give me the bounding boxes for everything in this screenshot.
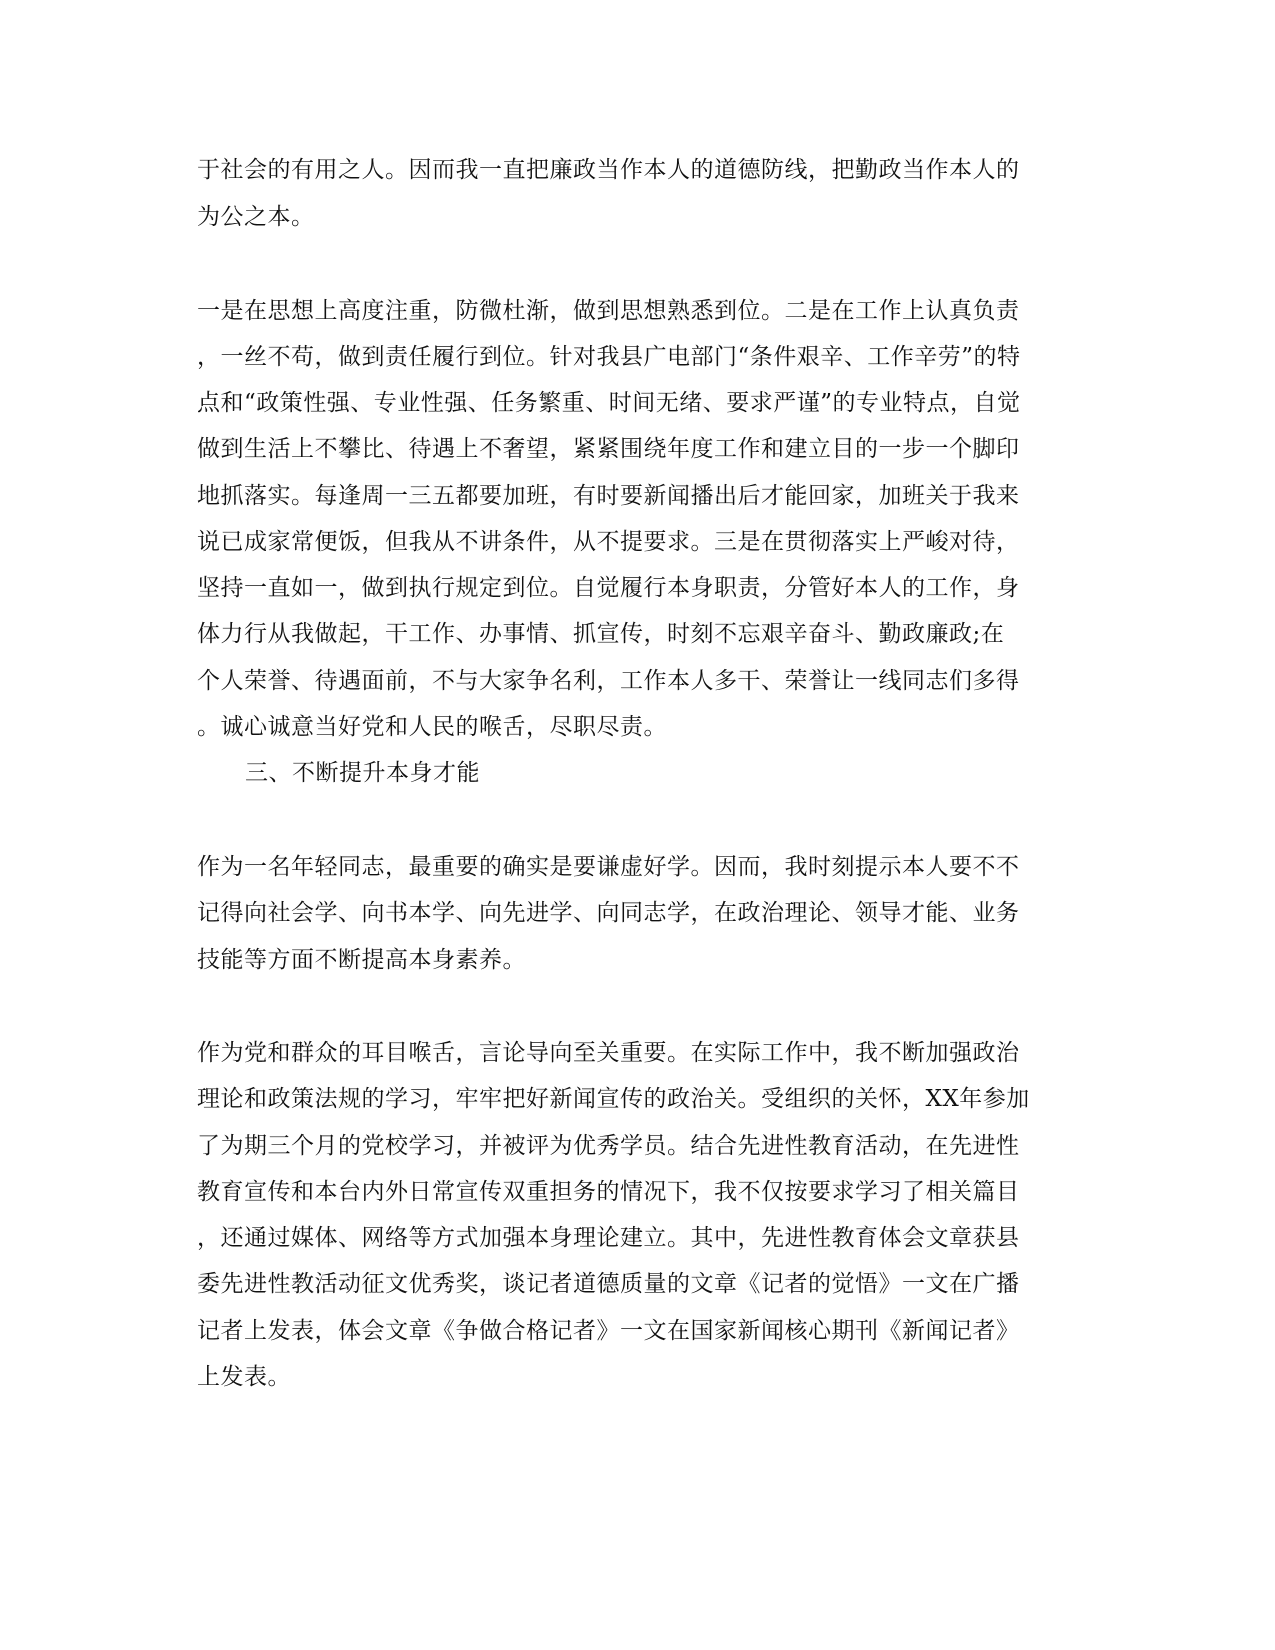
paragraph-2-line-9: 个人荣誉、待遇面前，不与大家争名利，工作本人多干、荣誉让一线同志们多得 [197, 668, 1020, 694]
paragraph-4-line-5: ，还通过媒体、网络等方式加强本身理论建立。其中，先进性教育体会文章获县 [197, 1225, 1020, 1251]
paragraph-3-line-3: 技能等方面不断提高本身素养。 [197, 947, 526, 973]
paragraph-2-line-3: 点和“政策性强、专业性强、任务繁重、时间无绪、要求严谨”的专业特点，自觉 [197, 390, 1021, 416]
paragraph-1-line-2: 为公之本。 [197, 204, 315, 230]
paragraph-2-line-10: 。诚心诚意当好党和人民的喉舌，尽职尽责。 [197, 714, 667, 740]
paragraph-4-line-2: 理论和政策法规的学习，牢牢把好新闻宣传的政治关。受组织的关怀，XX年参加 [197, 1086, 1030, 1112]
paragraph-3-line-2: 记得向社会学、向书本学、向先进学、向同志学，在政治理论、领导才能、业务 [197, 900, 1020, 926]
paragraph-4-line-1: 作为党和群众的耳目喉舌，言论导向至关重要。在实际工作中，我不断加强政治 [197, 1040, 1020, 1066]
paragraph-2-line-1: 一是在思想上高度注重，防微杜渐，做到思想熟悉到位。二是在工作上认真负责 [197, 298, 1020, 324]
paragraph-2-line-2: ，一丝不苟，做到责任履行到位。针对我县广电部门“条件艰辛、工作辛劳”的特 [197, 344, 1021, 370]
paragraph-4-line-8: 上发表。 [197, 1364, 291, 1390]
paragraph-4-line-4: 教育宣传和本台内外日常宣传双重担务的情况下，我不仅按要求学习了相关篇目 [197, 1179, 1020, 1205]
paragraph-2-line-5: 地抓落实。每逢周一三五都要加班，有时要新闻播出后才能回家，加班关于我来 [197, 483, 1020, 509]
paragraph-3-line-1: 作为一名年轻同志，最重要的确实是要谦虚好学。因而，我时刻提示本人要不不 [197, 854, 1020, 880]
paragraph-2-line-7: 坚持一直如一，做到执行规定到位。自觉履行本身职责，分管好本人的工作，身 [197, 575, 1020, 601]
paragraph-1-line-1: 于社会的有用之人。因而我一直把廉政当作本人的道德防线，把勤政当作本人的 [197, 157, 1020, 183]
paragraph-2-line-4: 做到生活上不攀比、待遇上不奢望，紧紧围绕年度工作和建立目的一步一个脚印 [197, 436, 1020, 462]
paragraph-2-line-6: 说已成家常便饭，但我从不讲条件，从不提要求。三是在贯彻落实上严峻对待， [197, 529, 1020, 555]
paragraph-4-line-7: 记者上发表，体会文章《争做合格记者》一文在国家新闻核心期刊《新闻记者》 [197, 1318, 1020, 1344]
section-heading: 三、不断提升本身才能 [245, 760, 480, 786]
paragraph-4-line-3: 了为期三个月的党校学习，并被评为优秀学员。结合先进性教育活动，在先进性 [197, 1133, 1020, 1159]
paragraph-4-line-6: 委先进性教活动征文优秀奖，谈记者道德质量的文章《记者的觉悟》一文在广播 [197, 1271, 1020, 1297]
paragraph-2-line-8: 体力行从我做起，干工作、办事情、抓宣传，时刻不忘艰辛奋斗、勤政廉政;在 [197, 621, 1005, 647]
